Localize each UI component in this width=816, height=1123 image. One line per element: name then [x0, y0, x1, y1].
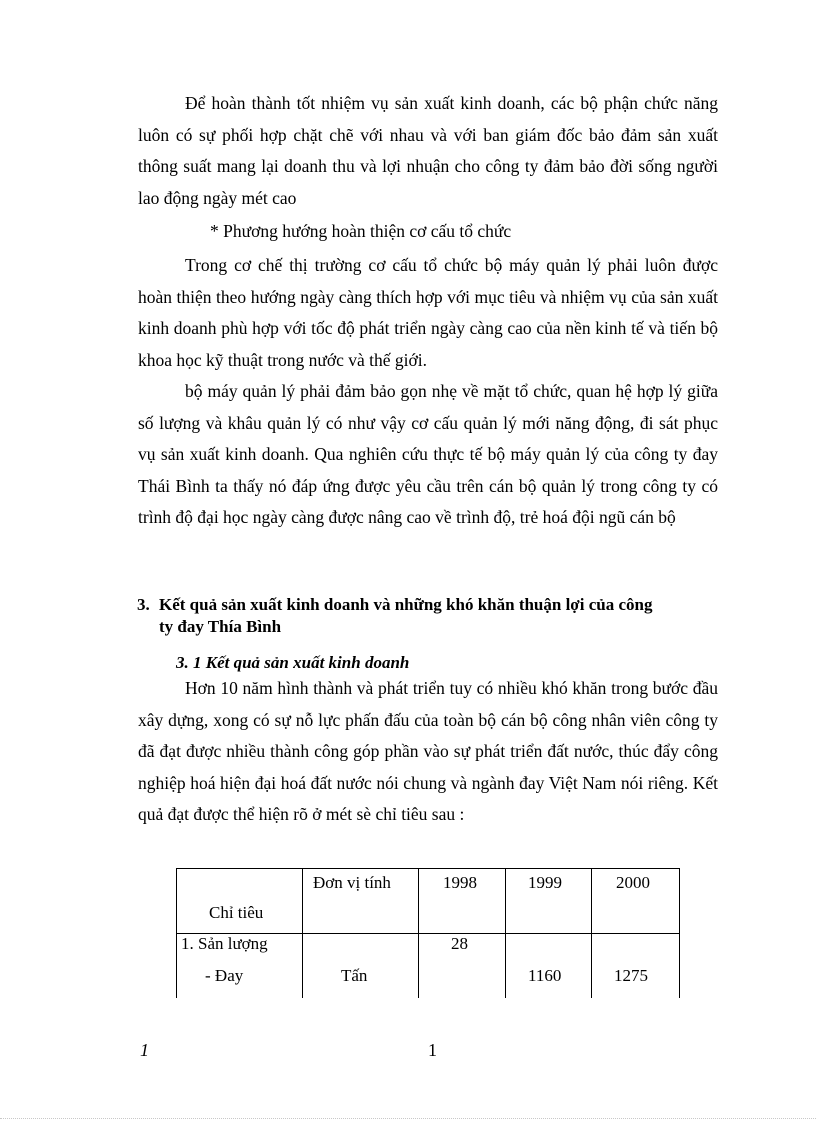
row-cell-1998 — [419, 934, 506, 999]
row-cell-1999 — [506, 934, 592, 999]
section-number: 3. — [137, 595, 150, 614]
paragraph-market-mechanism: Trong cơ chế thị trường cơ cấu tổ chức bộ máy quản lý phải luôn được hoàn thiện theo hướng ngày càng thích hợp với mục tiêu và nhiệm vụ của sản xuất kinh doanh phù hợp với tốc độ phát triển ngày càng cao của nền kinh tế và tiến bộ khoa học kỹ thuật trong nước và thế giới. — [138, 255, 718, 370]
section-heading-line1: Kết quả sản xuất kinh doanh và những khó khăn thuận lợi của công — [159, 595, 653, 614]
row-unit: Tấn — [341, 966, 368, 985]
header-indicator: Chỉ tiêu — [209, 903, 264, 922]
header-unit: Đơn vị tính — [313, 873, 391, 892]
header-cell-unit — [303, 869, 419, 934]
row-cell-unit — [303, 934, 419, 999]
table-header-row — [177, 869, 680, 934]
header-cell-indicator — [177, 869, 303, 934]
results-table — [176, 868, 680, 998]
header-2000: 2000 — [616, 873, 650, 892]
row-value-1999: 1160 — [528, 966, 562, 985]
paragraph-management-apparatus: bộ máy quản lý phải đảm bảo gọn nhẹ về mặt tổ chức, quan hệ hợp lý giữa số lượng và khâu quản lý có như vậy cơ cấu quản lý mới năng động, đi sát phục vụ sản xuất kinh doanh. Qua nghiên cứu thực tế bộ máy quản lý của công ty đay Thái Bình ta thấy nó đáp ứng được yêu cầu trên cán bộ quản lý trong công ty có trình độ đại học ngày càng được nâng cao về trình độ, trẻ hoá đội ngũ cán bộ — [138, 381, 718, 527]
page-number: 1 — [428, 1040, 437, 1060]
header-1999: 1999 — [528, 873, 562, 892]
bullet-improvement-direction: * Phương hướng hoàn thiện cơ cấu tổ chức — [210, 221, 512, 241]
paragraph-results-intro: Hơn 10 năm hình thành và phát triển tuy có nhiều khó khăn trong bước đầu xây dựng, xong có sự nỗ lực phấn đấu của toàn bộ cán bộ công nhân viên công ty đã đạt được nhiều thành công góp phần vào sự phát triển đất nước, thúc đẩy công nghiệp hoá hiện đại hoá đất nước nói chung và ngành đay Việt Nam nói riêng. Kết quả đạt được thể hiện rõ ở mét sè chỉ tiêu sau : — [138, 678, 718, 824]
row-value-2000: 1275 — [614, 966, 648, 985]
table-row — [177, 934, 680, 999]
row-sublabel: - Đay — [205, 966, 244, 985]
header-1998: 1998 — [443, 873, 477, 892]
paragraph-coordination: Để hoàn thành tốt nhiệm vụ sản xuất kinh doanh, các bộ phận chức năng luôn có sự phối hợp chặt chẽ với nhau và với ban giám đốc bảo đảm sản xuất thông suất mang lại doanh thu và lợi nhuận cho công ty đảm bảo đời sống người lao động ngày mét cao — [138, 93, 718, 208]
section-heading — [137, 594, 727, 638]
subsection-heading: 3. 1 Kết quả sản xuất kinh doanh — [176, 653, 410, 672]
section-heading-line2: ty đay Thía Bình — [159, 617, 282, 636]
header-cell-1999 — [506, 869, 592, 934]
header-cell-1998 — [419, 869, 506, 934]
footer-left-mark: 1 — [140, 1040, 149, 1060]
row-label: 1. Sản lượng — [181, 934, 268, 953]
row-cell-2000 — [592, 934, 680, 999]
row-value-1998: 28 — [451, 934, 468, 953]
row-cell-indicator — [177, 934, 303, 999]
header-cell-2000 — [592, 869, 680, 934]
page-bottom-rule — [0, 1118, 816, 1119]
